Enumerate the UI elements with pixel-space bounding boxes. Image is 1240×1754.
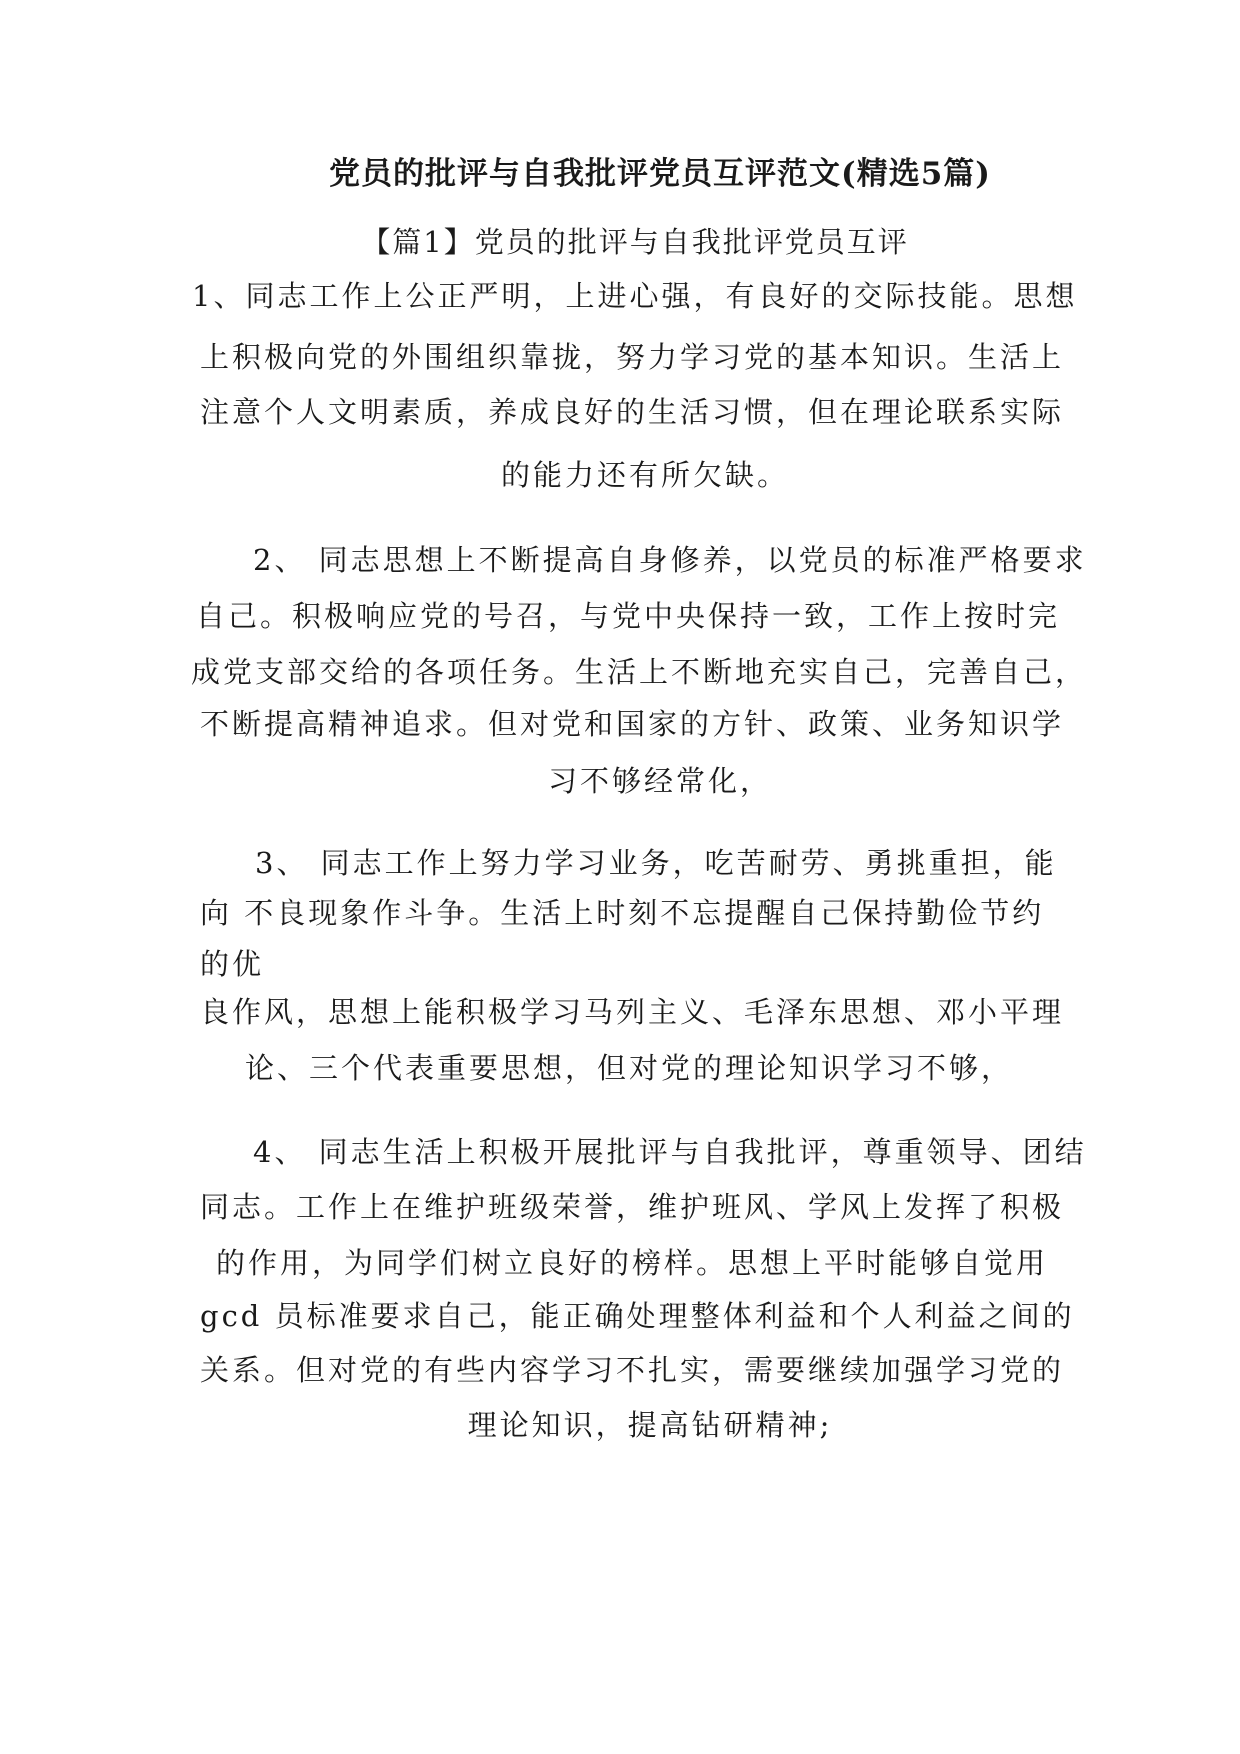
- paragraph-line: 同志。工作上在维护班级荣誉，维护班风、学风上发挥了积极: [200, 1190, 1065, 1224]
- paragraph-line: 3、 同志工作上努力学习业务，吃苦耐劳、勇挑重担，能: [255, 846, 1057, 880]
- paragraph-line: 关系。但对党的有些内容学习不扎实，需要继续加强学习党的: [200, 1353, 1065, 1387]
- paragraph-line: 论、三个代表重要思想，但对党的理论知识学习不够，: [245, 1051, 1014, 1085]
- paragraph-line: 向 不良现象作斗争。生活上时刻不忘提醒自己保持勤俭节约: [200, 896, 1045, 930]
- section-heading: 【篇1】党员的批评与自我批评党员互评: [361, 225, 909, 259]
- paragraph-line: 的能力还有所欠缺。: [500, 458, 789, 492]
- paragraph-line: 注意个人文明素质，养成良好的生活习惯，但在理论联系实际: [200, 395, 1065, 429]
- paragraph-line: 理论知识，提高钻研精神;: [467, 1408, 833, 1442]
- paragraph-line: 不断提高精神追求。但对党和国家的方针、政策、业务知识学: [200, 707, 1065, 741]
- paragraph-line: 1、同志工作上公正严明，上进心强，有良好的交际技能。思想: [192, 279, 1078, 313]
- paragraph-line: 的作用，为同学们树立良好的榜样。思想上平时能够自觉用: [216, 1246, 1049, 1280]
- paragraph-line: 的优: [200, 947, 265, 981]
- paragraph-line: 上积极向党的外围组织靠拢，努力学习党的基本知识。生活上: [200, 340, 1065, 374]
- paragraph-line: 4、 同志生活上积极开展批评与自我批评，尊重领导、团结: [253, 1135, 1087, 1169]
- paragraph-line: 2、 同志思想上不断提高自身修养，以党员的标准严格要求: [253, 543, 1087, 577]
- paragraph-line: gcd 员标准要求自己，能正确处理整体利益和个人利益之间的: [200, 1299, 1075, 1333]
- paragraph-line: 成党支部交给的各项任务。生活上不断地充实自己，完善自己，: [191, 655, 1088, 689]
- paragraph-line: 良作风，思想上能积极学习马列主义、毛泽东思想、邓小平理: [200, 995, 1065, 1029]
- paragraph-line: 习不够经常化，: [547, 764, 772, 798]
- paragraph-line: 自己。积极响应党的号召，与党中央保持一致，工作上按时完: [196, 599, 1061, 633]
- document-title: 党员的批评与自我批评党员互评范文(精选5篇): [329, 156, 991, 192]
